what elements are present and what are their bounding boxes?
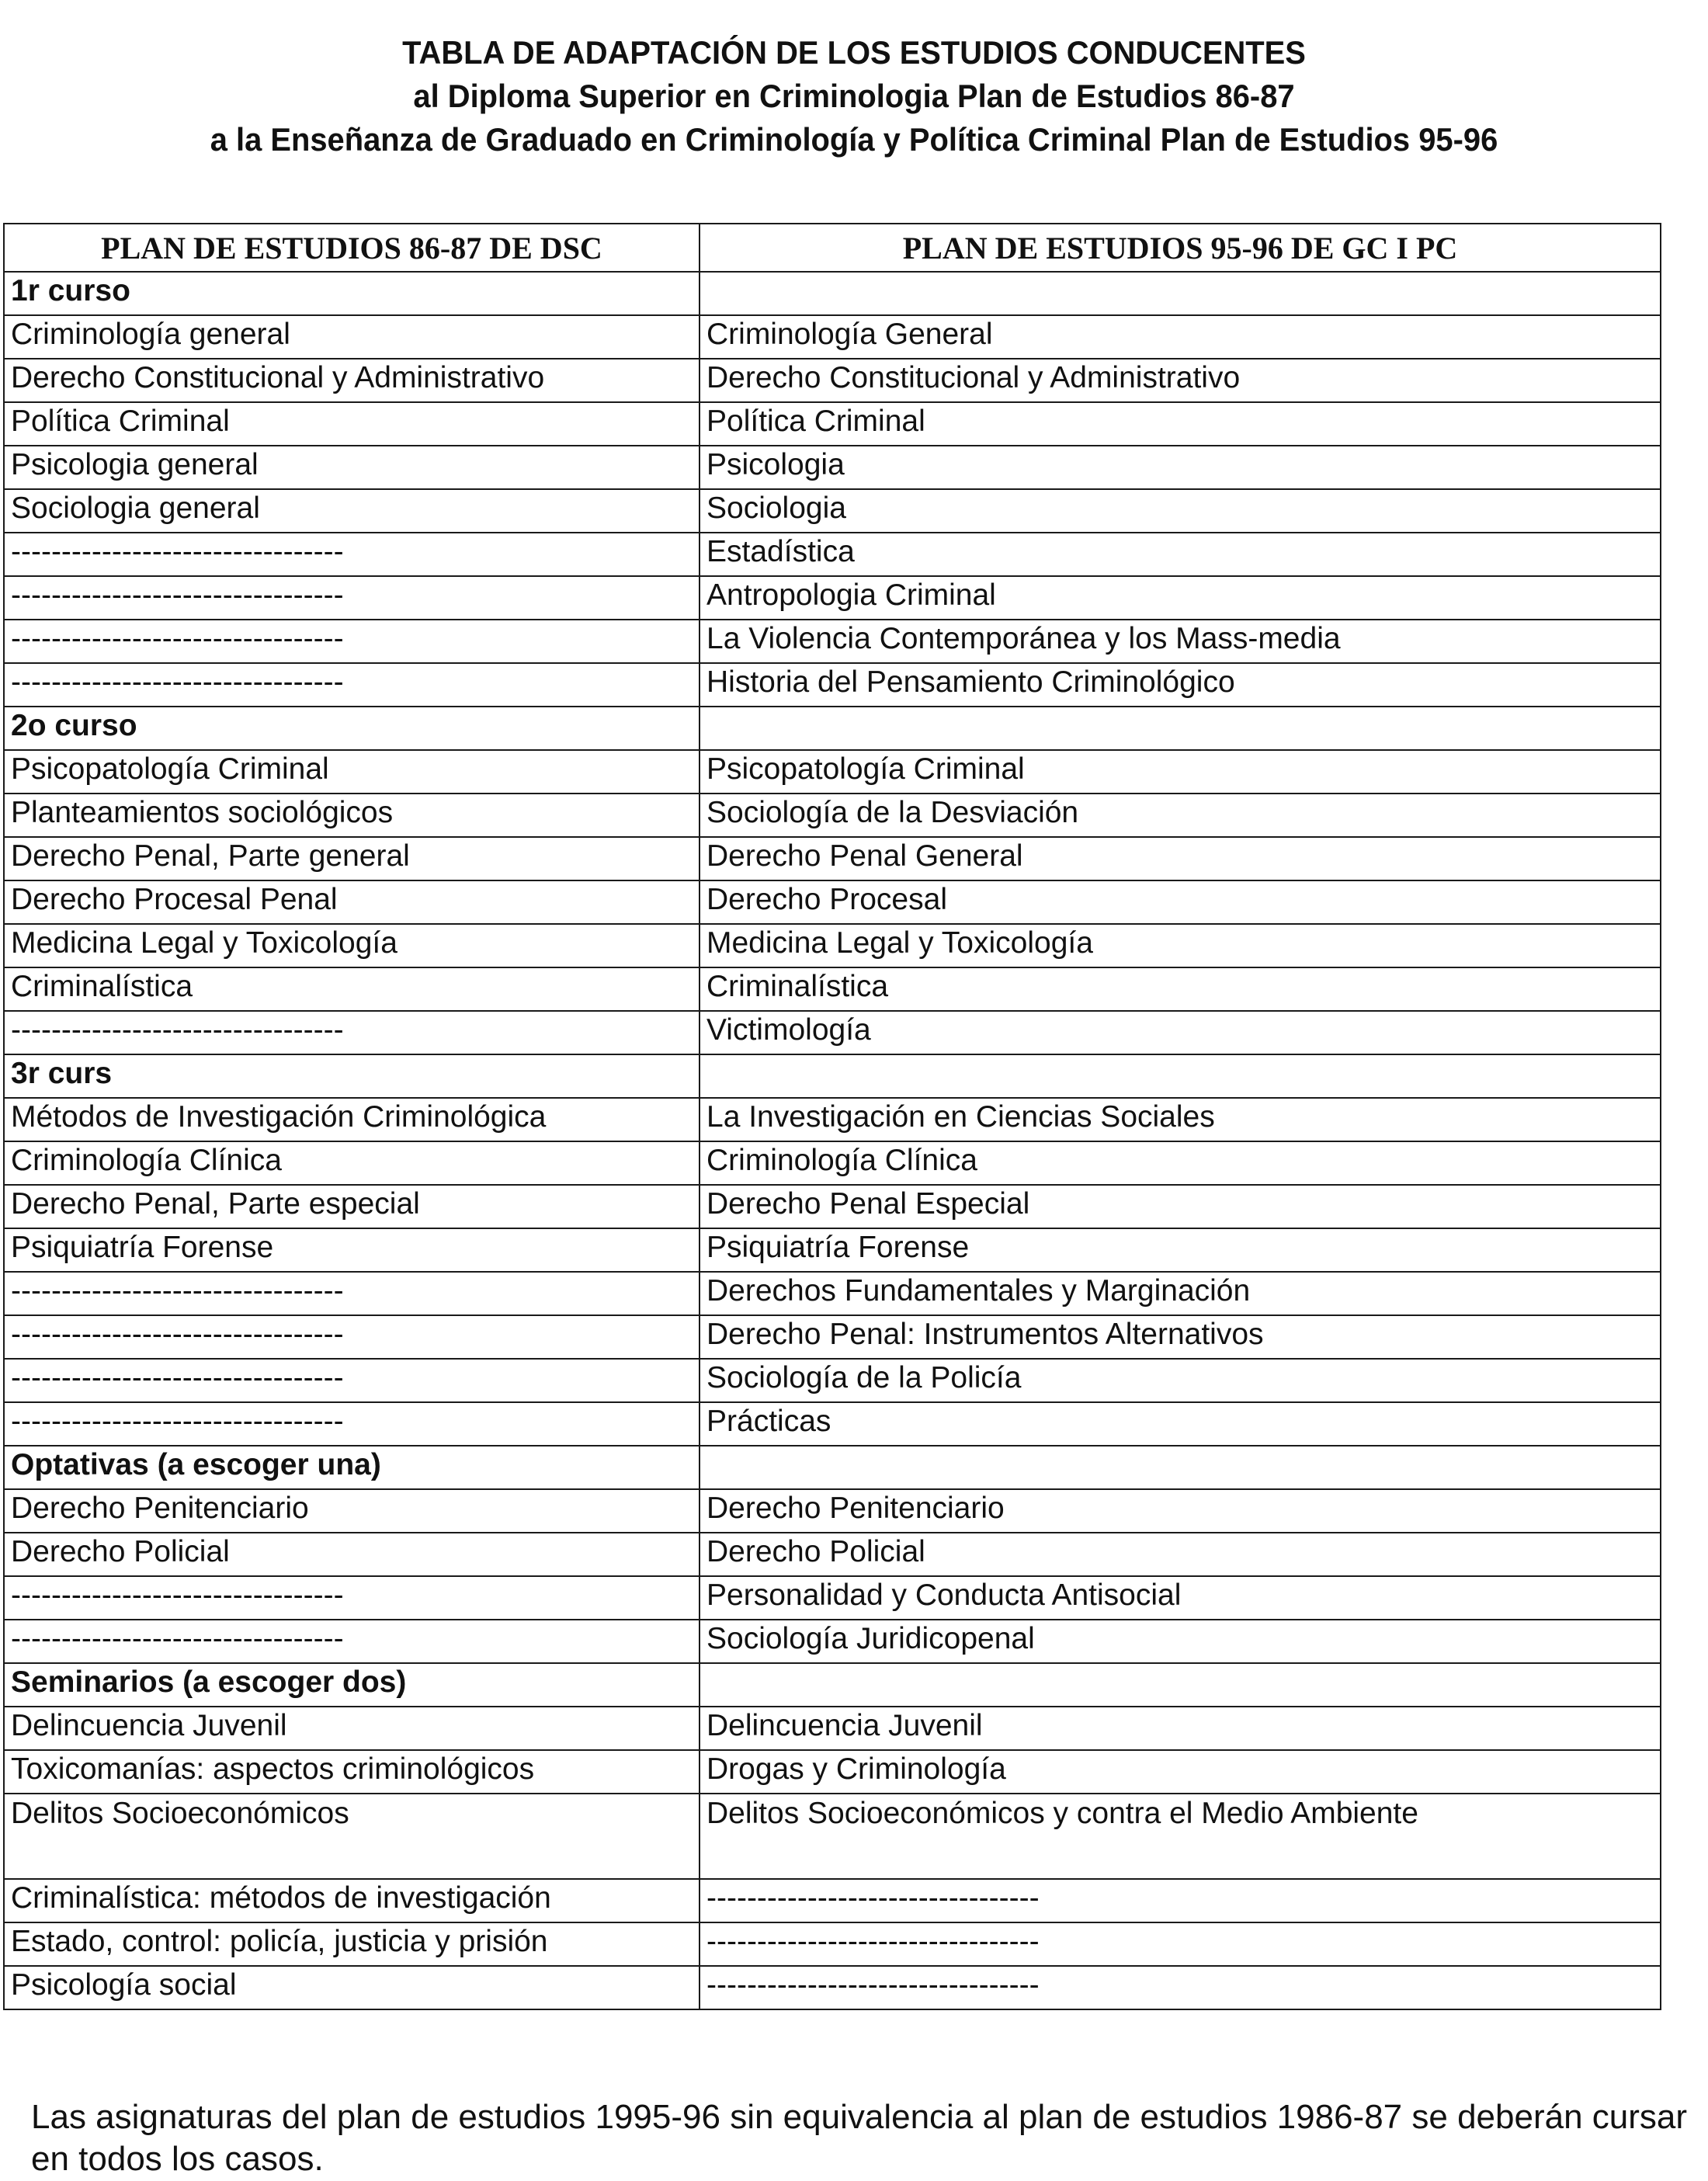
new-plan-cell: Criminalística <box>700 967 1661 1011</box>
new-plan-cell: --------------------------------- <box>700 1879 1661 1922</box>
new-plan-cell: Sociología Juridicopenal <box>700 1620 1661 1663</box>
new-plan-cell: Psicopatología Criminal <box>700 750 1661 794</box>
table-row <box>4 1141 1661 1185</box>
new-plan-cell: Derechos Fundamentales y Marginación <box>700 1272 1661 1315</box>
table-row <box>4 1185 1661 1228</box>
section-row <box>4 707 1661 750</box>
new-plan-cell <box>700 272 1661 315</box>
new-plan-cell: Derecho Policial <box>700 1533 1661 1576</box>
new-plan-cell: Sociología de la Policía <box>700 1359 1661 1402</box>
table-row <box>4 1707 1661 1750</box>
old-plan-cell: Derecho Policial <box>4 1533 700 1576</box>
column-header-new-plan: PLAN DE ESTUDIOS 95-96 DE GC I PC <box>700 224 1661 272</box>
table-row <box>4 837 1661 880</box>
old-plan-cell: --------------------------------- <box>4 620 700 663</box>
table-row <box>4 1922 1661 1966</box>
new-plan-cell: --------------------------------- <box>700 1922 1661 1966</box>
table-row <box>4 402 1661 446</box>
old-plan-cell: --------------------------------- <box>4 1576 700 1620</box>
old-plan-cell: Derecho Penal, Parte general <box>4 837 700 880</box>
section-row <box>4 1054 1661 1098</box>
table-row <box>4 359 1661 402</box>
old-plan-cell: --------------------------------- <box>4 1011 700 1054</box>
old-plan-cell: Criminalística <box>4 967 700 1011</box>
new-plan-cell: Prácticas <box>700 1402 1661 1446</box>
section-heading: 2o curso <box>4 707 700 750</box>
old-plan-cell: --------------------------------- <box>4 663 700 707</box>
table-row <box>4 620 1661 663</box>
table-row <box>4 1750 1661 1794</box>
new-plan-cell: Derecho Penal: Instrumentos Alternativos <box>700 1315 1661 1359</box>
old-plan-cell: Criminalística: métodos de investigación <box>4 1879 700 1922</box>
table-row <box>4 1359 1661 1402</box>
footnote: Las asignaturas del plan de estudios 1995-96 sin equivalencia al plan de estudios 1986-87 se deberán cursar en todos los casos. <box>31 2098 1688 2178</box>
old-plan-cell: --------------------------------- <box>4 1620 700 1663</box>
old-plan-cell: --------------------------------- <box>4 1359 700 1402</box>
table-row <box>4 1576 1661 1620</box>
new-plan-cell: Delincuencia Juvenil <box>700 1707 1661 1750</box>
old-plan-cell: --------------------------------- <box>4 1402 700 1446</box>
table-row <box>4 1966 1661 2009</box>
new-plan-cell: --------------------------------- <box>700 1966 1661 2009</box>
old-plan-cell: Psiquiatría Forense <box>4 1228 700 1272</box>
old-plan-cell: Psicología social <box>4 1966 700 2009</box>
new-plan-cell: Drogas y Criminología <box>700 1750 1661 1794</box>
table-row <box>4 1402 1661 1446</box>
table-header-row <box>4 224 1661 272</box>
old-plan-cell: Estado, control: policía, justicia y prisión <box>4 1922 700 1966</box>
column-header-old-plan: PLAN DE ESTUDIOS 86-87 DE DSC <box>4 224 700 272</box>
new-plan-cell: Derecho Penitenciario <box>700 1489 1661 1533</box>
new-plan-cell <box>700 707 1661 750</box>
table-row <box>4 315 1661 359</box>
table-row <box>4 1011 1661 1054</box>
table-row <box>4 1315 1661 1359</box>
section-row <box>4 272 1661 315</box>
table-row <box>4 1794 1661 1879</box>
new-plan-cell: Derecho Procesal <box>700 880 1661 924</box>
old-plan-cell: Derecho Procesal Penal <box>4 880 700 924</box>
table-row <box>4 924 1661 967</box>
new-plan-cell: Criminología General <box>700 315 1661 359</box>
table-row <box>4 1620 1661 1663</box>
section-heading: Optativas (a escoger una) <box>4 1446 700 1489</box>
old-plan-cell: Psicologia general <box>4 446 700 489</box>
old-plan-cell: --------------------------------- <box>4 576 700 620</box>
table-row <box>4 446 1661 489</box>
new-plan-cell: Historia del Pensamiento Criminológico <box>700 663 1661 707</box>
old-plan-cell: --------------------------------- <box>4 1315 700 1359</box>
old-plan-cell: Medicina Legal y Toxicología <box>4 924 700 967</box>
old-plan-cell: Derecho Penitenciario <box>4 1489 700 1533</box>
new-plan-cell: Criminología Clínica <box>700 1141 1661 1185</box>
table-row <box>4 1533 1661 1576</box>
old-plan-cell: Psicopatología Criminal <box>4 750 700 794</box>
new-plan-cell: Psicologia <box>700 446 1661 489</box>
table-row <box>4 489 1661 533</box>
old-plan-cell: Criminología Clínica <box>4 1141 700 1185</box>
table-row <box>4 1228 1661 1272</box>
old-plan-cell: Delincuencia Juvenil <box>4 1707 700 1750</box>
new-plan-cell <box>700 1054 1661 1098</box>
table-row <box>4 880 1661 924</box>
table-row <box>4 1489 1661 1533</box>
table-row <box>4 794 1661 837</box>
old-plan-cell: Política Criminal <box>4 402 700 446</box>
old-plan-cell: Métodos de Investigación Criminológica <box>4 1098 700 1141</box>
document-title <box>43 31 1665 161</box>
title-line-2: al Diploma Superior en Criminologia Plan de Estudios 86-87 <box>413 78 1295 114</box>
new-plan-cell: La Investigación en Ciencias Sociales <box>700 1098 1661 1141</box>
table-row <box>4 1879 1661 1922</box>
old-plan-cell: Delitos Socioeconómicos <box>4 1794 700 1879</box>
new-plan-cell: Sociologia <box>700 489 1661 533</box>
new-plan-cell: Victimología <box>700 1011 1661 1054</box>
table-row <box>4 1098 1661 1141</box>
table-row <box>4 967 1661 1011</box>
new-plan-cell: Derecho Penal Especial <box>700 1185 1661 1228</box>
new-plan-cell: Sociología de la Desviación <box>700 794 1661 837</box>
new-plan-cell: Psiquiatría Forense <box>700 1228 1661 1272</box>
old-plan-cell: Criminología general <box>4 315 700 359</box>
new-plan-cell: La Violencia Contemporánea y los Mass-media <box>700 620 1661 663</box>
new-plan-cell: Antropologia Criminal <box>700 576 1661 620</box>
section-row <box>4 1663 1661 1707</box>
old-plan-cell: Sociologia general <box>4 489 700 533</box>
table-row <box>4 576 1661 620</box>
new-plan-cell: Derecho Penal General <box>700 837 1661 880</box>
section-heading: Seminarios (a escoger dos) <box>4 1663 700 1707</box>
new-plan-cell: Personalidad y Conducta Antisocial <box>700 1576 1661 1620</box>
table-row <box>4 533 1661 576</box>
section-heading: 1r curso <box>4 272 700 315</box>
table-body <box>4 272 1661 2009</box>
adaptation-table <box>3 223 1661 2010</box>
new-plan-cell <box>700 1663 1661 1707</box>
section-row <box>4 1446 1661 1489</box>
old-plan-cell: Planteamientos sociológicos <box>4 794 700 837</box>
old-plan-cell: --------------------------------- <box>4 533 700 576</box>
old-plan-cell: Derecho Constitucional y Administrativo <box>4 359 700 402</box>
old-plan-cell: Derecho Penal, Parte especial <box>4 1185 700 1228</box>
table-row <box>4 663 1661 707</box>
new-plan-cell <box>700 1446 1661 1489</box>
new-plan-cell: Estadística <box>700 533 1661 576</box>
new-plan-cell: Medicina Legal y Toxicología <box>700 924 1661 967</box>
table-row <box>4 750 1661 794</box>
new-plan-cell: Derecho Constitucional y Administrativo <box>700 359 1661 402</box>
new-plan-cell: Política Criminal <box>700 402 1661 446</box>
old-plan-cell: Toxicomanías: aspectos criminológicos <box>4 1750 700 1794</box>
title-line-3: a la Enseñanza de Graduado en Criminología y Política Criminal Plan de Estudios 95-96 <box>210 121 1498 158</box>
table-row <box>4 1272 1661 1315</box>
new-plan-cell: Delitos Socioeconómicos y contra el Medio Ambiente <box>700 1794 1661 1879</box>
section-heading: 3r curs <box>4 1054 700 1098</box>
old-plan-cell: --------------------------------- <box>4 1272 700 1315</box>
title-line-1: TABLA DE ADAPTACIÓN DE LOS ESTUDIOS CONDUCENTES <box>402 34 1306 71</box>
